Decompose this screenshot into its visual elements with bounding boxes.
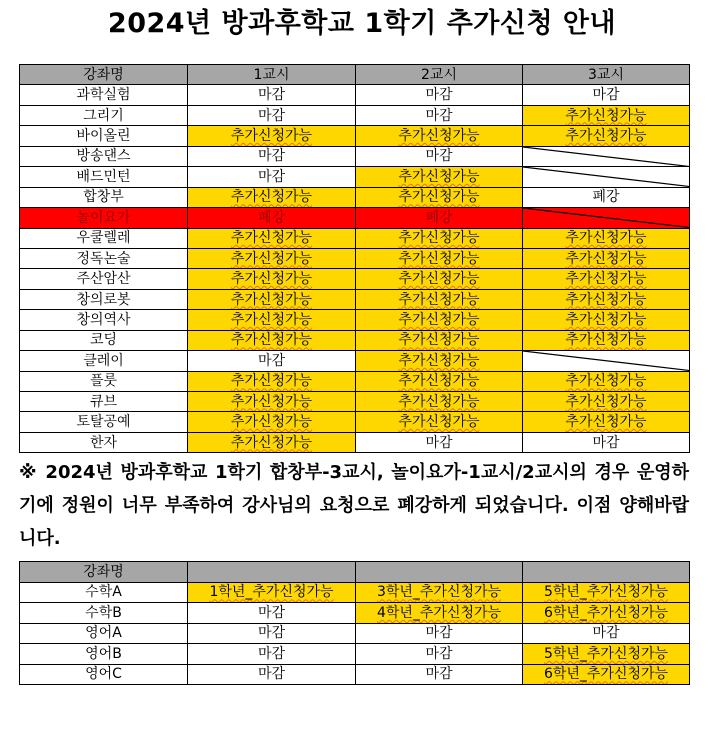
header-col-1 bbox=[188, 562, 356, 583]
table-row bbox=[20, 126, 690, 146]
status-cell-open bbox=[523, 392, 690, 412]
status-cell-closed bbox=[188, 105, 356, 125]
status-cell-cancelled bbox=[523, 187, 690, 207]
table-row bbox=[20, 392, 690, 412]
schedule-table-grades bbox=[19, 561, 690, 685]
status-text: 폐강 bbox=[425, 209, 453, 226]
not-offered-cell bbox=[523, 167, 690, 187]
table-row bbox=[20, 85, 690, 105]
status-cell-open bbox=[188, 330, 356, 350]
table-row bbox=[20, 582, 690, 603]
status-cell-open bbox=[523, 248, 690, 268]
course-name-cell: 영어B bbox=[20, 644, 188, 665]
status-text: 추가신청가능 bbox=[230, 128, 313, 145]
status-text: 추가신청가능 bbox=[565, 291, 647, 308]
schedule-table-periods bbox=[19, 64, 690, 453]
status-cell-open bbox=[523, 644, 690, 665]
header-period-2: 2교시 bbox=[356, 65, 523, 85]
status-cell-open bbox=[523, 371, 690, 391]
course-name-cell: 창의로봇 bbox=[20, 289, 188, 309]
status-cell-closed bbox=[356, 644, 523, 665]
status-cell-closed bbox=[356, 623, 523, 644]
status-cell-open bbox=[188, 432, 356, 452]
status-text: 마감 bbox=[257, 148, 286, 165]
status-text: 4학년_추가신청가능 bbox=[376, 604, 502, 621]
status-text: 추가신청가능 bbox=[565, 393, 647, 410]
status-cell-open bbox=[356, 371, 523, 391]
not-offered-cell bbox=[523, 351, 690, 371]
status-cell-open bbox=[523, 412, 690, 432]
status-text: 추가신청가능 bbox=[565, 250, 647, 267]
status-text: 추가신청가능 bbox=[398, 271, 480, 288]
status-cell-closed bbox=[356, 432, 523, 452]
status-cell-open bbox=[523, 289, 690, 309]
status-text: 추가신청가능 bbox=[230, 311, 313, 328]
status-text: 추가신청가능 bbox=[398, 128, 480, 145]
course-name-cell: 놀이요가 bbox=[20, 208, 188, 228]
status-text: 추가신청가능 bbox=[565, 332, 647, 349]
diagonal-strike-icon bbox=[523, 208, 689, 227]
status-text: 마감 bbox=[425, 434, 453, 451]
status-cell-open bbox=[356, 167, 523, 187]
course-name-cell: 토탈공예 bbox=[20, 412, 188, 432]
status-cell-open bbox=[188, 187, 356, 207]
status-text: 마감 bbox=[257, 645, 286, 662]
status-text: 추가신청가능 bbox=[398, 352, 480, 369]
table-row bbox=[20, 228, 690, 248]
status-cell-cancelled bbox=[356, 208, 523, 228]
status-text: 마감 bbox=[592, 87, 620, 104]
status-text: 마감 bbox=[257, 604, 286, 621]
status-cell-open bbox=[188, 310, 356, 330]
status-cell-open bbox=[523, 105, 690, 125]
table-row bbox=[20, 371, 690, 391]
status-cell-open bbox=[356, 228, 523, 248]
table-row bbox=[20, 351, 690, 371]
status-text: 추가신청가능 bbox=[398, 230, 480, 247]
status-text: 추가신청가능 bbox=[398, 393, 480, 410]
status-cell-open bbox=[523, 228, 690, 248]
status-cell-closed bbox=[523, 85, 690, 105]
table-row bbox=[20, 603, 690, 624]
status-cell-open bbox=[356, 603, 523, 624]
header-period-3: 3교시 bbox=[523, 65, 690, 85]
status-cell-closed bbox=[356, 105, 523, 125]
status-text: 추가신청가능 bbox=[230, 332, 313, 349]
course-name-cell: 클레이 bbox=[20, 351, 188, 371]
status-text: 마감 bbox=[425, 107, 453, 124]
status-text: 추가신청가능 bbox=[398, 311, 480, 328]
status-cell-open bbox=[356, 126, 523, 146]
status-cell-open bbox=[188, 289, 356, 309]
status-cell-closed bbox=[188, 603, 356, 624]
status-cell-open bbox=[356, 269, 523, 289]
course-name-cell: 창의역사 bbox=[20, 310, 188, 330]
status-cell-open bbox=[188, 582, 356, 603]
status-text: 마감 bbox=[257, 666, 286, 683]
table-row bbox=[20, 310, 690, 330]
status-cell-closed bbox=[188, 85, 356, 105]
status-text: 추가신청가능 bbox=[230, 414, 313, 431]
status-text: 마감 bbox=[257, 107, 286, 124]
status-text: 추가신청가능 bbox=[398, 168, 480, 185]
status-cell-open bbox=[356, 351, 523, 371]
status-text: 추가신청가능 bbox=[565, 311, 647, 328]
header-course-name: 강좌명 bbox=[20, 562, 188, 583]
status-cell-closed bbox=[188, 623, 356, 644]
status-text: 추가신청가능 bbox=[230, 230, 313, 247]
status-cell-open bbox=[523, 310, 690, 330]
status-text: 추가신청가능 bbox=[565, 414, 647, 431]
status-text: 1학년_추가신청가능 bbox=[209, 584, 334, 601]
status-text: 6학년_추가신청가능 bbox=[543, 604, 669, 621]
status-text: 추가신청가능 bbox=[230, 373, 313, 390]
status-text: 추가신청가능 bbox=[398, 373, 480, 390]
course-name-cell: 한자 bbox=[20, 432, 188, 452]
status-text: 마감 bbox=[425, 645, 453, 662]
status-text: 마감 bbox=[425, 666, 453, 683]
course-name-cell: 그리기 bbox=[20, 105, 188, 125]
status-cell-closed bbox=[523, 623, 690, 644]
status-text: 폐강 bbox=[257, 209, 286, 226]
course-name-cell: 정독논술 bbox=[20, 248, 188, 268]
status-text: 추가신청가능 bbox=[398, 332, 480, 349]
status-cell-closed bbox=[188, 664, 356, 685]
status-text: 추가신청가능 bbox=[230, 271, 313, 288]
status-cell-open bbox=[188, 126, 356, 146]
status-cell-closed bbox=[356, 146, 523, 166]
course-name-cell: 큐브 bbox=[20, 392, 188, 412]
course-name-cell: 과학실험 bbox=[20, 85, 188, 105]
status-cell-cancelled bbox=[188, 208, 356, 228]
table-row bbox=[20, 330, 690, 350]
diagonal-strike-icon bbox=[523, 167, 689, 186]
status-text: 추가신청가능 bbox=[565, 230, 647, 247]
course-name-cell: 플룻 bbox=[20, 371, 188, 391]
status-cell-closed bbox=[523, 432, 690, 452]
course-name-cell: 배드민턴 bbox=[20, 167, 188, 187]
status-text: 5학년_추가신청가능 bbox=[543, 584, 669, 601]
status-text: 마감 bbox=[425, 87, 453, 104]
status-text: 마감 bbox=[257, 87, 286, 104]
status-cell-open bbox=[188, 392, 356, 412]
table-row bbox=[20, 432, 690, 452]
status-text: 마감 bbox=[592, 625, 620, 642]
status-text: 추가신청가능 bbox=[398, 250, 480, 267]
header-col-3 bbox=[523, 562, 690, 583]
table-row bbox=[20, 146, 690, 166]
status-text: 마감 bbox=[257, 168, 286, 185]
table-row bbox=[20, 269, 690, 289]
page-title: 2024년 방과후학교 1학기 추가신청 안내 bbox=[107, 8, 617, 39]
status-text: 추가신청가능 bbox=[565, 107, 647, 124]
status-text: 추가신청가능 bbox=[230, 291, 313, 308]
status-cell-open bbox=[188, 269, 356, 289]
table-row bbox=[20, 167, 690, 187]
status-cell-open bbox=[356, 392, 523, 412]
cancellation-notice: ※ 2024년 방과후학교 1학기 합창부-3교시, 놀이요가-1교시/2교시의 경우 운영하기에 정원이 너무 부족하여 강사님의 요청으로 폐강하게 되었습니다. 이점 양해바랍니다. bbox=[19, 462, 689, 549]
table-row bbox=[20, 105, 690, 125]
status-cell-open bbox=[523, 330, 690, 350]
table-row bbox=[20, 664, 690, 685]
course-name-cell: 코딩 bbox=[20, 330, 188, 350]
diagonal-strike-icon bbox=[523, 147, 689, 166]
status-cell-open bbox=[188, 371, 356, 391]
table-row bbox=[20, 623, 690, 644]
status-cell-open bbox=[356, 248, 523, 268]
course-name-cell: 수학B bbox=[20, 603, 188, 624]
table-row bbox=[20, 187, 690, 207]
header-course-name: 강좌명 bbox=[20, 65, 188, 85]
status-text: 추가신청가능 bbox=[565, 271, 647, 288]
course-name-cell: 합창부 bbox=[20, 187, 188, 207]
status-text: 추가신청가능 bbox=[565, 128, 647, 145]
status-cell-closed bbox=[188, 146, 356, 166]
table-header-row bbox=[20, 562, 690, 583]
header-period-1: 1교시 bbox=[188, 65, 356, 85]
status-cell-open bbox=[356, 187, 523, 207]
status-cell-open bbox=[356, 310, 523, 330]
status-cell-open bbox=[523, 269, 690, 289]
course-name-cell: 수학A bbox=[20, 582, 188, 603]
status-cell-open bbox=[523, 603, 690, 624]
status-text: 추가신청가능 bbox=[230, 189, 313, 206]
status-text: 마감 bbox=[425, 148, 453, 165]
status-cell-open bbox=[523, 582, 690, 603]
status-text: 마감 bbox=[425, 625, 453, 642]
status-cell-open bbox=[356, 582, 523, 603]
course-name-cell: 방송댄스 bbox=[20, 146, 188, 166]
not-offered-cell bbox=[523, 208, 690, 228]
status-text: 추가신청가능 bbox=[230, 250, 313, 267]
status-cell-closed bbox=[356, 85, 523, 105]
status-cell-open bbox=[188, 412, 356, 432]
table-row bbox=[20, 248, 690, 268]
status-cell-open bbox=[356, 330, 523, 350]
status-text: 마감 bbox=[257, 625, 286, 642]
not-offered-cell bbox=[523, 146, 690, 166]
status-text: 5학년_추가신청가능 bbox=[543, 645, 669, 662]
table-row bbox=[20, 208, 690, 228]
table-row bbox=[20, 289, 690, 309]
status-cell-open bbox=[523, 664, 690, 685]
status-text: 추가신청가능 bbox=[230, 393, 313, 410]
status-cell-closed bbox=[188, 167, 356, 187]
table-header-row bbox=[20, 65, 690, 85]
status-text: 마감 bbox=[257, 352, 286, 369]
table-row bbox=[20, 644, 690, 665]
course-name-cell: 바이올린 bbox=[20, 126, 188, 146]
status-text: 3학년_추가신청가능 bbox=[376, 584, 502, 601]
status-cell-open bbox=[356, 289, 523, 309]
diagonal-strike-icon bbox=[523, 351, 689, 370]
status-text: 추가신청가능 bbox=[398, 291, 480, 308]
status-text: 추가신청가능 bbox=[230, 434, 313, 451]
course-name-cell: 주산암산 bbox=[20, 269, 188, 289]
header-col-2 bbox=[356, 562, 523, 583]
status-cell-open bbox=[188, 228, 356, 248]
status-text: 마감 bbox=[592, 434, 620, 451]
status-text: 추가신청가능 bbox=[565, 373, 647, 390]
status-text: 폐강 bbox=[592, 189, 620, 206]
status-cell-closed bbox=[188, 644, 356, 665]
course-name-cell: 영어C bbox=[20, 664, 188, 685]
status-cell-open bbox=[356, 412, 523, 432]
status-cell-open bbox=[523, 126, 690, 146]
status-cell-closed bbox=[356, 664, 523, 685]
course-name-cell: 우쿨렐레 bbox=[20, 228, 188, 248]
course-name-cell: 영어A bbox=[20, 623, 188, 644]
status-text: 6학년_추가신청가능 bbox=[543, 666, 669, 683]
status-cell-closed bbox=[188, 351, 356, 371]
status-text: 추가신청가능 bbox=[398, 414, 480, 431]
status-cell-open bbox=[188, 248, 356, 268]
table-row bbox=[20, 412, 690, 432]
status-text: 추가신청가능 bbox=[398, 189, 480, 206]
